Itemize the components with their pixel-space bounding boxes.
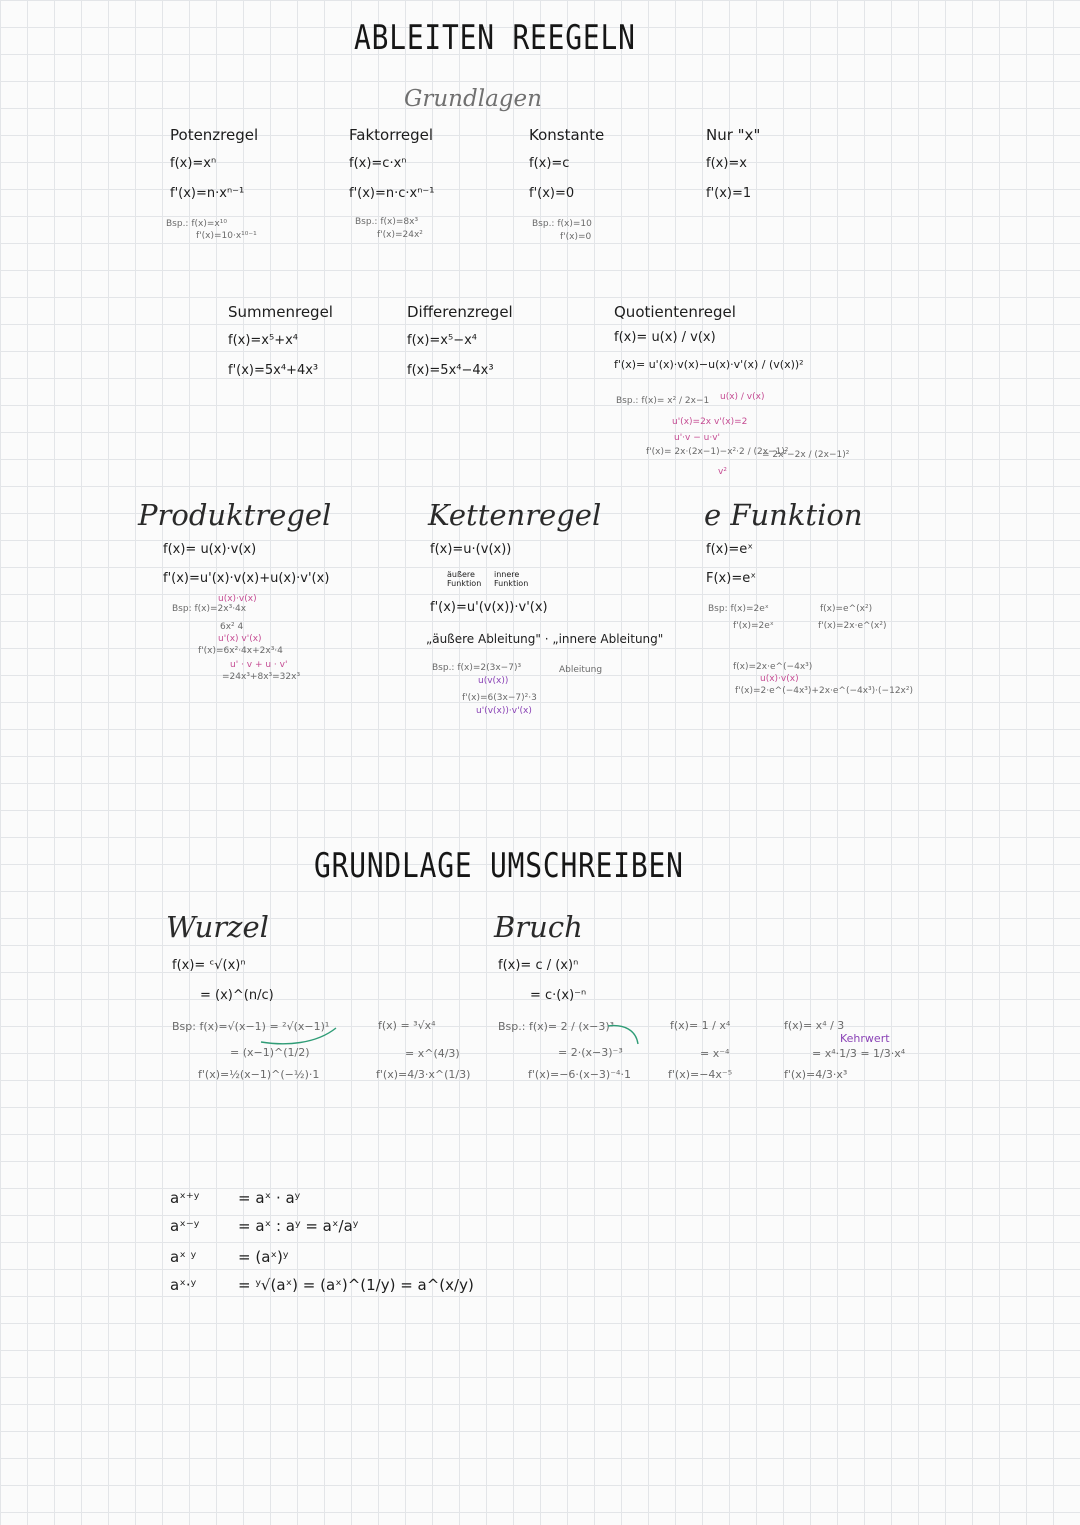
rule-rhs: = aˣ · aʸ bbox=[238, 1189, 301, 1207]
quotientenregel-example-uv-derivatives: u'(x)=2x v'(x)=2 bbox=[672, 417, 748, 427]
wurzel-example-2-derivative: f'(x)=4/3·x^(1/3) bbox=[376, 1068, 471, 1081]
wurzel-example-1-rewrite: = (x−1)^(1/2) bbox=[230, 1046, 310, 1059]
kettenregel-explanation: „äußere Ableitung" · „innere Ableitung" bbox=[426, 632, 664, 646]
quotientenregel-example: Bsp.: f(x)= x² / 2x−1 bbox=[616, 396, 710, 406]
rule-lhs: aˣ⁺ʸ bbox=[170, 1189, 200, 1207]
potenzregel-derivative: f'(x)=n·xⁿ⁻¹ bbox=[170, 186, 245, 201]
quotientenregel-heading: Quotientenregel bbox=[614, 303, 736, 321]
bruch-formula: f(x)= c / (x)ⁿ bbox=[498, 958, 579, 973]
e-funktion-example-2: f(x)=e^(x²) bbox=[820, 604, 873, 614]
potenzregel-example: Bsp.: f(x)=x¹⁰ bbox=[166, 219, 227, 229]
quotientenregel-example-structure: u'·v − u·v' bbox=[674, 433, 720, 443]
konstante-example-derivative: f'(x)=0 bbox=[560, 232, 592, 242]
wurzel-example-1: Bsp: f(x)=√(x−1) = ²√(x−1)¹ bbox=[172, 1020, 330, 1033]
potenzregel-example-derivative: f'(x)=10·x¹⁰⁻¹ bbox=[196, 231, 257, 241]
kettenregel-heading: Kettenregel bbox=[428, 498, 602, 532]
faktorregel-heading: Faktorregel bbox=[349, 126, 434, 144]
e-funktion-example-3: f(x)=2x·e^(−4x³) bbox=[733, 662, 813, 672]
wurzel-rewrite: = (x)^(n/c) bbox=[200, 988, 274, 1003]
summenregel-derivative: f'(x)=5x⁴+4x³ bbox=[228, 363, 319, 378]
e-funktion-antiderivative: F(x)=eˣ bbox=[706, 571, 756, 586]
bruch-example-3: f(x)= x⁴ / 3 bbox=[784, 1019, 845, 1032]
konstante-example: Bsp.: f(x)=10 bbox=[532, 219, 592, 229]
produktregel-derivative: f'(x)=u'(x)·v(x)+u(x)·v'(x) bbox=[163, 571, 330, 586]
kettenregel-formula: f(x)=u·(v(x)) bbox=[430, 542, 512, 557]
summenregel-formula: f(x)=x⁵+x⁴ bbox=[228, 333, 299, 348]
produktregel-example-result: =24x³+8x³=32x³ bbox=[222, 672, 301, 682]
e-funktion-heading: e Funktion bbox=[704, 498, 863, 532]
bruch-example-1-derivative: f'(x)=−6·(x−3)⁻⁴·1 bbox=[528, 1068, 631, 1081]
nur-x-derivative: f'(x)=1 bbox=[706, 186, 752, 201]
kettenregel-example-ableitung: Ableitung bbox=[559, 665, 603, 675]
kettenregel-outer-annotation: äußere Funktion bbox=[447, 570, 482, 588]
kettenregel-example-uv: u(v(x)) bbox=[478, 676, 509, 686]
rule-lhs: aˣ⁻ʸ bbox=[170, 1217, 200, 1235]
bruch-example-3-kehrwert: Kehrwert bbox=[840, 1032, 890, 1045]
e-funktion-example-2-derivative: f'(x)=2x·e^(x²) bbox=[818, 621, 887, 631]
wurzel-formula: f(x)= ᶜ√(x)ⁿ bbox=[172, 958, 246, 973]
summenregel-heading: Summenregel bbox=[228, 303, 333, 321]
konstante-derivative: f'(x)=0 bbox=[529, 186, 575, 201]
wurzel-example-2-rewrite: = x^(4/3) bbox=[405, 1047, 460, 1060]
quotientenregel-example-v-squared: v² bbox=[718, 467, 727, 477]
potenzregel-heading: Potenzregel bbox=[170, 126, 259, 144]
e-funktion-example-3-derivative: f'(x)=2·e^(−4x³)+2x·e^(−4x³)·(−12x²) bbox=[735, 686, 913, 696]
bruch-example-2-rewrite: = x⁻⁴ bbox=[700, 1047, 730, 1060]
bruch-example-1: Bsp.: f(x)= 2 / (x−3)³ bbox=[498, 1020, 615, 1033]
bruch-example-2-derivative: f'(x)=−4x⁻⁵ bbox=[668, 1068, 733, 1081]
rule-lhs: aˣ ʸ bbox=[170, 1248, 197, 1266]
produktregel-example-parts: 6x² 4 bbox=[220, 622, 244, 632]
bruch-example-3-rewrite: = x⁴·1/3 = 1/3·x⁴ bbox=[812, 1047, 906, 1060]
wurzel-arrow bbox=[256, 1022, 346, 1052]
potenzregel-formula: f(x)=xⁿ bbox=[170, 156, 217, 171]
e-funktion-example-1: Bsp: f(x)=2eˣ bbox=[708, 604, 769, 614]
bruch-example-3-derivative: f'(x)=4/3·x³ bbox=[784, 1068, 848, 1081]
produktregel-example-uv: u(x)·v(x) bbox=[218, 594, 257, 604]
produktregel-example-labels: u'(x) v'(x) bbox=[218, 634, 262, 644]
wurzel-example-2: f(x) = ³√x⁴ bbox=[378, 1019, 436, 1032]
kettenregel-inner-annotation: innere Funktion bbox=[494, 570, 529, 588]
rule-rhs: = ʸ√(aˣ) = (aˣ)^(1/y) = a^(x/y) bbox=[238, 1276, 474, 1294]
kettenregel-example-derivative: f'(x)=6(3x−7)²·3 bbox=[462, 693, 537, 703]
differenzregel-derivative: f(x)=5x⁴−4x³ bbox=[407, 363, 494, 378]
rule-rhs: = aˣ : aʸ = aˣ/aʸ bbox=[238, 1217, 359, 1235]
bruch-arrow bbox=[604, 1022, 644, 1048]
faktorregel-formula: f(x)=c·xⁿ bbox=[349, 156, 407, 171]
bruch-example-2: f(x)= 1 / x⁴ bbox=[670, 1019, 731, 1032]
konstante-heading: Konstante bbox=[529, 126, 605, 144]
kettenregel-example: Bsp.: f(x)=2(3x−7)³ bbox=[432, 663, 522, 673]
nur-x-heading: Nur "x" bbox=[706, 126, 761, 144]
bruch-heading: Bruch bbox=[494, 910, 583, 944]
page-title: ABLEITEN REEGELN bbox=[354, 18, 636, 58]
differenzregel-heading: Differenzregel bbox=[407, 303, 513, 321]
quotientenregel-example-result: = 2x²−2x / (2x−1)² bbox=[762, 450, 850, 460]
e-funktion-formula: f(x)=eˣ bbox=[706, 542, 754, 557]
rule-lhs: aˣ·ʸ bbox=[170, 1276, 197, 1294]
bruch-rewrite: = c·(x)⁻ⁿ bbox=[530, 988, 587, 1003]
faktorregel-example: Bsp.: f(x)=8x³ bbox=[355, 217, 419, 227]
kettenregel-example-derivative-labels: u'(v(x))·v'(x) bbox=[476, 706, 532, 716]
kettenregel-derivative: f'(x)=u'(v(x))·v'(x) bbox=[430, 600, 548, 615]
faktorregel-derivative: f'(x)=n·c·xⁿ⁻¹ bbox=[349, 186, 435, 201]
bruch-example-1-rewrite: = 2·(x−3)⁻³ bbox=[558, 1046, 623, 1059]
nur-x-formula: f(x)=x bbox=[706, 156, 747, 171]
rule-rhs: = (aˣ)ʸ bbox=[238, 1248, 289, 1266]
differenzregel-formula: f(x)=x⁵−x⁴ bbox=[407, 333, 478, 348]
e-funktion-example-3-uv: u(x)·v(x) bbox=[760, 674, 799, 684]
wurzel-heading: Wurzel bbox=[166, 910, 269, 944]
section-title-umschreiben: GRUNDLAGE UMSCHREIBEN bbox=[314, 846, 684, 886]
produktregel-example: Bsp: f(x)=2x³·4x bbox=[172, 604, 247, 614]
produktregel-heading: Produktregel bbox=[138, 498, 332, 532]
produktregel-example-derivative: f'(x)=6x²·4x+2x³·4 bbox=[198, 646, 283, 656]
wurzel-example-1-derivative: f'(x)=½(x−1)^(−½)·1 bbox=[198, 1068, 320, 1081]
konstante-formula: f(x)=c bbox=[529, 156, 570, 171]
quotientenregel-derivative: f'(x)= u'(x)·v(x)−u(x)·v'(x) / (v(x))² bbox=[614, 358, 804, 371]
quotientenregel-formula: f(x)= u(x) / v(x) bbox=[614, 330, 716, 345]
produktregel-formula: f(x)= u(x)·v(x) bbox=[163, 542, 257, 557]
e-funktion-example-1-derivative: f'(x)=2eˣ bbox=[733, 621, 774, 631]
quotientenregel-example-uv: u(x) / v(x) bbox=[720, 392, 765, 402]
faktorregel-example-derivative: f'(x)=24x² bbox=[377, 230, 423, 240]
quotientenregel-example-derivative: f'(x)= 2x·(2x−1)−x²·2 / (2x−1)² bbox=[646, 447, 789, 457]
section-heading-grundlagen: Grundlagen bbox=[404, 86, 542, 112]
produktregel-example-structure: u' · v + u · v' bbox=[230, 660, 288, 670]
